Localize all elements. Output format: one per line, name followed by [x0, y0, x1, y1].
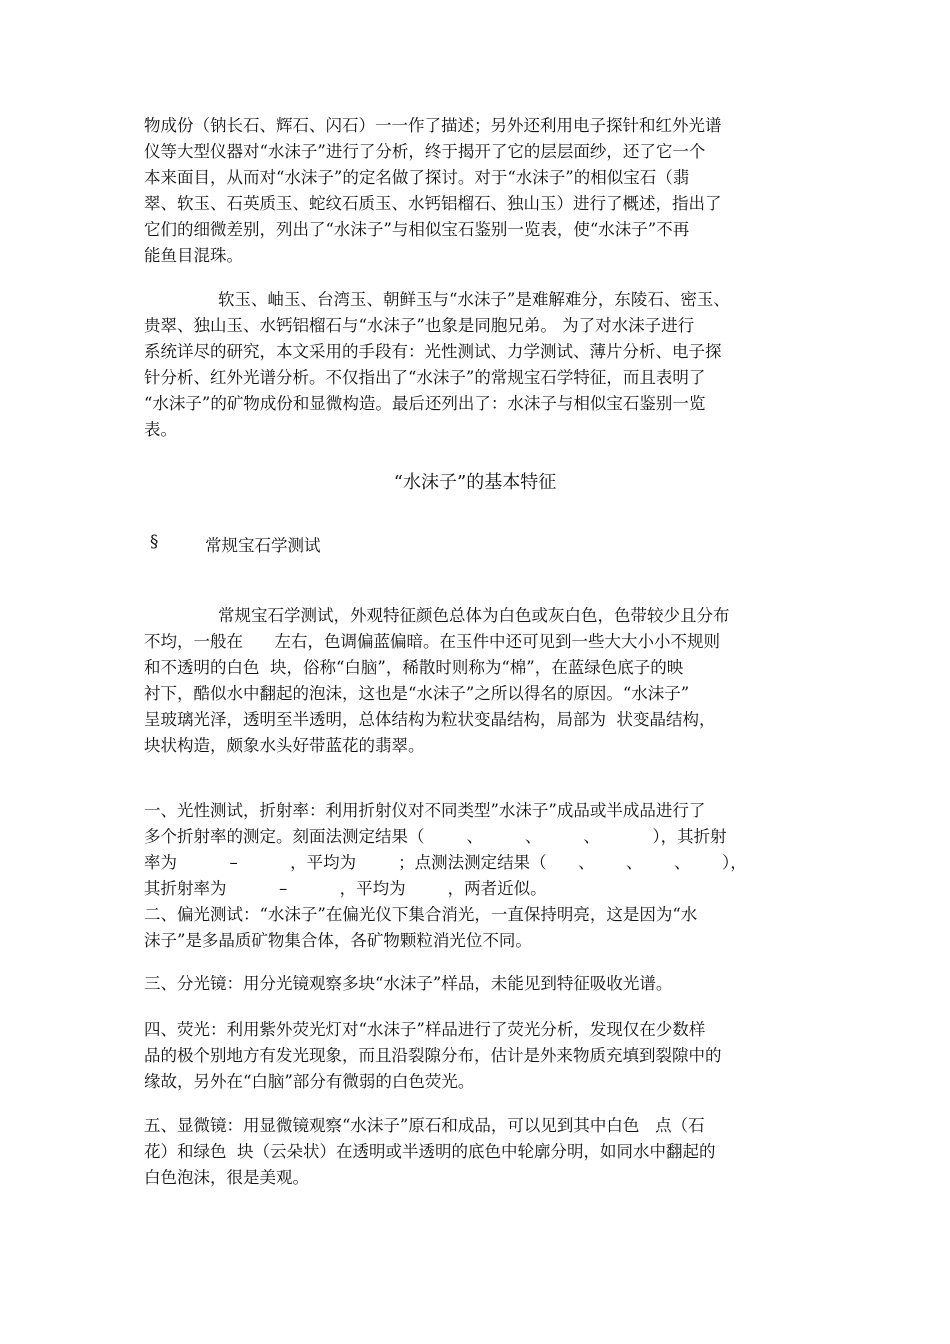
- test5-line-1: 五、显微镜：用显微镜观察“水沫子”原石和成品，可以见到其中白色 点（石: [144, 1116, 705, 1135]
- intro-p2-line-4: 针分析、红外光谱分析。不仅指出了“水沫子”的常规宝石学特征，而且表明了: [144, 368, 706, 387]
- section-title: 常规宝石学测试: [205, 536, 321, 555]
- intro-p2-line-2: 贵翠、独山玉、水钙铝榴石与“水沫子”也象是同胞兄弟。 为了对水沫子进行: [144, 316, 695, 335]
- test2-line-1: 二、偏光测试：“水沫子”在偏光仪下集合消光，一直保持明亮，这是因为“水: [144, 905, 698, 924]
- body-line-6: 块状构造，颇象水头好带蓝花的翡翠。: [144, 736, 425, 755]
- section-mark: §: [150, 532, 159, 551]
- intro-p1-line-4: 翠、软玉、石英质玉、蛇纹石质玉、水钙铝榴石、独山玉）进行了概述，指出了: [144, 194, 722, 213]
- intro-p2-line-3: 系统详尽的研究，本文采用的手段有：光性测试、力学测试、薄片分析、电子探: [144, 342, 722, 361]
- body-line-2: 不均，一般在 左右，色调偏蓝偏暗。在玉件中还可见到一些大大小小不规则: [144, 632, 720, 651]
- test3-line-1: 三、分光镜：用分光镜观察多块“水沫子”样品，未能见到特征吸收光谱。: [144, 974, 673, 993]
- intro-p1-line-1: 物成份（钠长石、辉石、闪石）一一作了描述；另外还利用电子探针和红外光谱: [144, 116, 722, 135]
- body-line-5: 呈玻璃光泽，透明至半透明，总体结构为粒状变晶结构，局部为 状变晶结构，: [144, 710, 716, 729]
- intro-p1-line-6: 能鱼目混珠。: [144, 246, 243, 265]
- test4-line-2: 品的极个别地方有发光现象，而且沿裂隙分布，估计是外来物质充填到裂隙中的: [144, 1046, 722, 1065]
- test2-line-2: 沫子”是多晶质矿物集合体，各矿物颗粒消光位不同。: [144, 931, 532, 950]
- test1-line-2: 多个折射率的测定。刻面法测定结果（ 、 、 、 ），其折射: [144, 827, 727, 846]
- section-heading: “水沫子”的基本特征: [393, 472, 557, 493]
- intro-p1-line-3: 本来面目，从而对“水沫子”的定名做了探讨。对于“水沫子”的相似宝石（翡: [144, 168, 690, 187]
- intro-p1-line-2: 仪等大型仪器对“水沫子”进行了分析，终于揭开了它的层层面纱，还了它一个: [144, 142, 706, 161]
- intro-p2-line-5: “水沫子”的矿物成份和显微构造。最后还列出了：水沫子与相似宝石鉴别一览: [144, 394, 706, 413]
- test5-line-3: 白色泡沫，很是美观。: [144, 1168, 309, 1187]
- test4-line-3: 缘故，另外在“白脑”部分有微弱的白色荧光。: [144, 1072, 475, 1091]
- test1-line-3: 率为 – ，平均为 ；点测法测定结果（ 、 、 、 ），: [144, 853, 747, 872]
- intro-p2-line-6: 表。: [144, 420, 177, 439]
- test1-line-1: 一、光性测试，折射率：利用折射仪对不同类型”水沫子”成品或半成品进行了: [144, 801, 706, 820]
- test5-line-2: 花）和绿色 块（云朵状）在透明或半透明的底色中轮廓分明，如同水中翻起的: [144, 1142, 716, 1161]
- test4-line-1: 四、荧光：利用紫外荧光灯对“水沫子”样品进行了荧光分析，发现仅在少数样: [144, 1020, 706, 1039]
- body-line-1: 常规宝石学测试，外观特征颜色总体为白色或灰白色，色带较少且分布: [218, 606, 730, 625]
- body-line-3: 和不透明的白色 块，俗称“白脑”，稀散时则称为“棉”，在蓝绿色底子的映: [144, 658, 684, 677]
- intro-p1-line-5: 它们的细微差别，列出了“水沫子”与相似宝石鉴别一览表，使“水沫子”不再: [144, 220, 690, 239]
- test1-line-4: 其折射率为 – ，平均为 ，两者近似。: [144, 879, 547, 898]
- intro-p2-line-1: 软玉、岫玉、台湾玉、朝鲜玉与“水沫子”是难解难分，东陵石、密玉、: [218, 290, 730, 309]
- body-line-4: 衬下，酷似水中翻起的泡沫，这也是“水沫子”之所以得名的原因。“水沫子”: [144, 684, 690, 703]
